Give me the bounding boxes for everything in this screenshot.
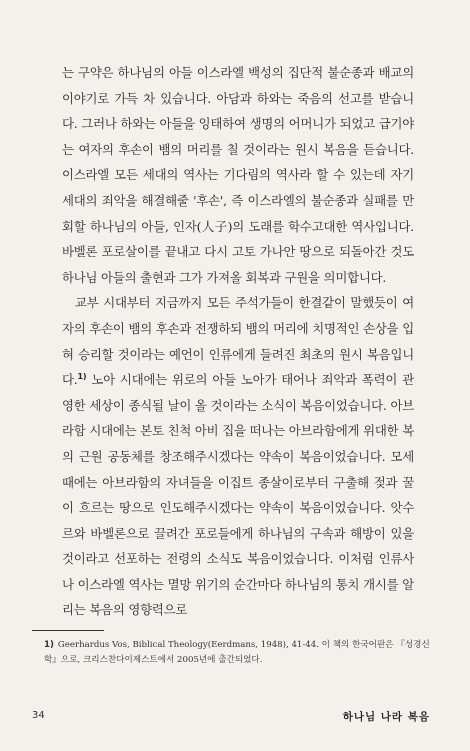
footnote-mark: 1) [44,640,54,650]
paragraph-1 [62,60,414,290]
footnote-divider [32,630,104,631]
footnote [44,638,436,668]
footnote-text: Geerhardus Vos, Biblical Theology(Eerdmans, 1948), 41-44. 이 책의 한국어판은 『성경신학』으로, 크리스찬다이제스트에서 2005년에 출간되었다. [44,640,430,665]
paragraph-2-text-after: 노아 시대에는 위로의 아들 노아가 태어나 죄악과 폭력이 관영한 세상이 종식될 날이 올 것이라는 소식이 복음이었습니다. 아브라함 시대에는 본토 친척 아비 집을 떠나는 아브라함에게 위대한 복의 근원 공동체를 창조해주시겠다는 약속이 복음이었습니다. 모세 때에는 아브라함의 자녀들을 이집트 종살이로부터 구출해 젖과 꿀이 흐르는 땅으로 인도해주시겠다는 약속이 복음이었습니다. 앗수르와 바벨론으로 끌려간 포로들에게 하나님의 구속과 해방이 있을 것이라고 선포하는 전령의 소식도 복음이었습니다. 이처럼 인류사나 이스라엘 역사는 멸망 위기의 순간마다 하나님의 통치 개시를 알리는 복음의 영향력으로 [62,372,414,618]
paragraph-2 [62,290,414,623]
paragraph-1-text: 는 구약은 하나님의 아들 이스라엘 백성의 집단적 불순종과 배교의 이야기로 가득 차 있습니다. 아담과 하와는 죽음의 선고를 받습니다. 그러나 하와는 아들을 잉태하여 생명의 어머니가 되었고 급기야는 여자의 후손이 뱀의 머리를 칠 것이라는 원시 복음을 듣습니다. 이스라엘 모든 세대의 역사는 기다림의 역사라 할 수 있는데 자기 세대의 죄악을 해결해줄 '후손', 즉 이스라엘의 불순종과 실패를 만회할 하나님의 아들, 인자(人子)의 도래를 학수고대한 역사입니다. 바벨론 포로살이를 끝내고 다시 고토 가나안 땅으로 되돌아간 것도 하나님 아들의 출현과 그가 가져올 회복과 구원을 의미합니다. [62,65,414,285]
body-text [62,60,414,623]
running-title: 하나님 나라 복음 [342,711,430,723]
footnote-reference[interactable]: 1) [77,372,87,381]
page-number: 34 [32,710,45,721]
paragraph-2-text: 교부 시대부터 지금까지 모든 주석가들이 한결같이 말했듯이 여자의 후손이 뱀의 후손과 전쟁하되 뱀의 머리에 치명적인 손상을 입혀 승리할 것이라는 예언이 인류에게 들려진 최초의 원시 복음입니다. [62,295,414,388]
